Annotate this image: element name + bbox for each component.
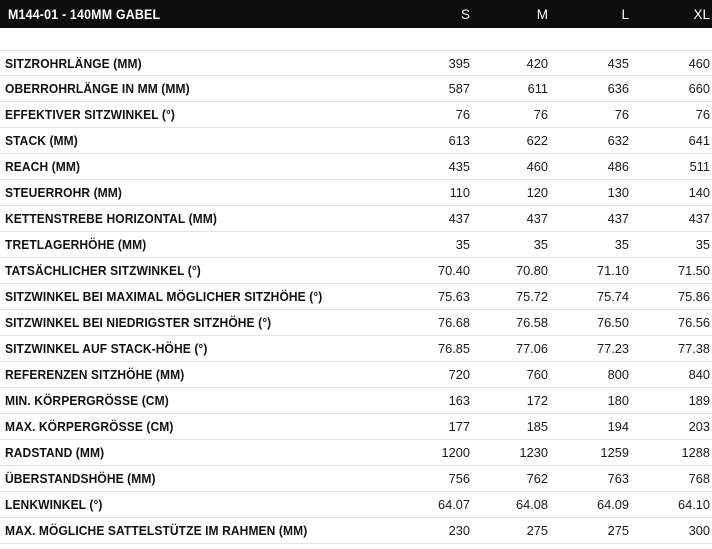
table-cell: 486 [607,159,629,174]
table-cell: 120 [526,185,548,200]
table-cell: 76.68 [437,315,470,330]
table-cell: 35 [695,237,710,252]
column-header-s: S [460,6,470,22]
table-cell: 613 [448,133,470,148]
table-cell: 460 [688,55,710,71]
row-values [394,341,712,356]
table-row [0,154,712,180]
table-cell: 587 [448,81,470,96]
table-row [0,180,712,206]
table-cell: 230 [448,523,470,538]
table-cell: 760 [526,367,548,382]
table-cell: 76.58 [515,315,548,330]
row-label: SITZWINKEL BEI NIEDRIGSTER SITZHÖHE (°) [5,315,272,330]
row-label: ÜBERSTANDSHÖHE (MM) [5,471,156,486]
column-header-xl: XL [693,6,710,22]
table-cell: 1200 [441,445,470,460]
row-label: MAX. KÖRPERGRÖSSE (CM) [5,419,174,434]
table-cell: 172 [526,393,548,408]
table-cell: 636 [607,81,629,96]
table-cell: 437 [607,211,629,226]
table-cell: 632 [607,133,629,148]
column-header-m: M [536,6,548,22]
table-cell: 768 [688,471,710,486]
table-cell: 35 [455,237,470,252]
row-values [394,289,712,304]
table-cell: 800 [607,367,629,382]
table-row [0,232,712,258]
table-cell: 660 [688,81,710,96]
row-values [394,81,712,96]
table-row [0,336,712,362]
row-values [394,367,712,382]
table-cell: 203 [688,419,710,434]
table-row [0,310,712,336]
table-cell: 35 [533,237,548,252]
table-cell: 420 [526,55,548,71]
row-label: TRETLAGERHÖHE (MM) [5,237,147,252]
table-cell: 275 [607,523,629,538]
table-cell: 395 [448,55,470,71]
table-cell: 75.63 [437,289,470,304]
table-cell: 76 [455,107,470,122]
table-row [0,414,712,440]
table-header-bar [0,0,712,28]
row-values [394,523,712,538]
table-cell: 762 [526,471,548,486]
table-cell: 1230 [519,445,548,460]
row-label: EFFEKTIVER SITZWINKEL (°) [5,107,176,122]
row-values [394,211,712,226]
header-spacer [0,28,712,50]
table-cell: 35 [614,237,629,252]
table-cell: 77.23 [596,341,629,356]
row-values [394,107,712,122]
table-cell: 71.10 [596,263,629,278]
column-header-l: L [621,6,629,22]
table-row [0,466,712,492]
table-body [0,50,712,549]
table-row [0,284,712,310]
table-row [0,50,712,76]
table-cell: 300 [688,523,710,538]
table-cell: 185 [526,419,548,434]
table-row [0,492,712,518]
row-label: SITZROHRLÄNGE (MM) [5,55,142,71]
table-cell: 435 [448,159,470,174]
table-cell: 75.74 [596,289,629,304]
row-values [394,315,712,330]
table-row [0,128,712,154]
table-cell: 76.56 [677,315,710,330]
row-label: TATSÄCHLICHER SITZWINKEL (°) [5,263,201,278]
table-row [0,518,712,544]
row-values [394,185,712,200]
table-cell: 437 [526,211,548,226]
table-cell: 511 [689,159,710,174]
row-label: REACH (MM) [5,159,81,174]
table-cell: 180 [607,393,629,408]
table-cell: 1288 [681,445,710,460]
row-label: MIN. KÖRPERGRÖSSE (CM) [5,393,169,408]
table-cell: 177 [448,419,470,434]
page-title: M144-01 - 140MM GABEL [8,6,161,22]
table-cell: 110 [449,185,470,200]
table-row [0,258,712,284]
row-values [394,471,712,486]
table-cell: 71.50 [677,263,710,278]
table-cell: 76.85 [437,341,470,356]
table-cell: 70.80 [515,263,548,278]
table-row [0,362,712,388]
row-label: REFERENZEN SITZHÖHE (MM) [5,367,185,382]
row-values [394,419,712,434]
table-cell: 76 [614,107,629,122]
table-cell: 622 [526,133,548,148]
row-label: STACK (MM) [5,133,78,148]
row-values [394,237,712,252]
table-row [0,206,712,232]
row-values [394,56,712,71]
row-values [394,445,712,460]
table-cell: 140 [688,185,710,200]
table-cell: 75.72 [515,289,548,304]
row-label: LENKWINKEL (°) [5,497,103,512]
row-values [394,263,712,278]
table-cell: 64.10 [677,497,710,512]
row-label: MAX. MÖGLICHE SATTELSTÜTZE IM RAHMEN (MM) [5,523,308,538]
table-cell: 763 [607,471,629,486]
table-cell: 437 [688,211,710,226]
row-label: KETTENSTREBE HORIZONTAL (MM) [5,211,218,226]
row-values [394,393,712,408]
table-cell: 130 [607,185,629,200]
table-cell: 641 [688,133,710,148]
table-cell: 460 [526,159,548,174]
table-cell: 611 [527,81,548,96]
table-cell: 64.08 [515,497,548,512]
table-cell: 756 [448,471,470,486]
row-label: OBERROHRLÄNGE IN MM (MM) [5,81,190,96]
table-cell: 840 [688,367,710,382]
table-cell: 76 [533,107,548,122]
table-cell: 275 [526,523,548,538]
row-label: STEUERROHR (MM) [5,185,123,200]
row-values [394,497,712,512]
row-values [394,159,712,174]
table-cell: 437 [448,211,470,226]
table-cell: 75.86 [677,289,710,304]
table-cell: 435 [607,55,629,71]
size-column-headers [394,7,712,22]
table-row [0,102,712,128]
table-cell: 64.09 [596,497,629,512]
table-cell: 70.40 [437,263,470,278]
table-cell: 189 [688,393,710,408]
table-cell: 76.50 [596,315,629,330]
table-cell: 77.06 [515,341,548,356]
table-cell: 76 [695,107,710,122]
row-label: RADSTAND (MM) [5,445,105,460]
table-cell: 720 [448,367,470,382]
table-row [0,76,712,102]
row-values [394,133,712,148]
table-cell: 1259 [600,445,629,460]
table-row [0,388,712,414]
row-label: SITZWINKEL BEI MAXIMAL MÖGLICHER SITZHÖHE (°) [5,289,323,304]
table-cell: 194 [607,419,629,434]
table-row [0,440,712,466]
table-cell: 64.07 [437,497,470,512]
table-cell: 163 [448,393,470,408]
table-cell: 77.38 [677,341,710,356]
row-label: SITZWINKEL AUF STACK-HÖHE (°) [5,341,208,356]
